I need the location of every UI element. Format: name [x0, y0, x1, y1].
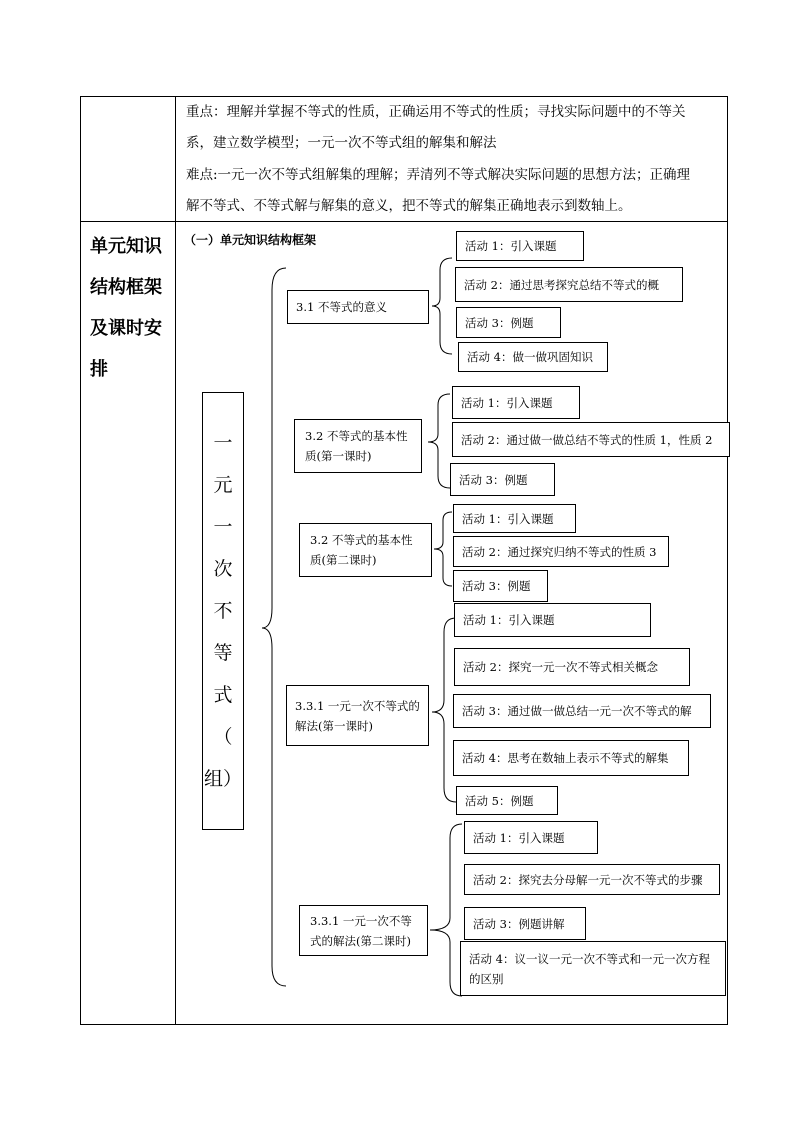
activity-box: 活动 1：引入课题 [452, 386, 580, 419]
activity-box: 活动 1：引入课题 [453, 504, 576, 533]
lesson-box: 3.1 不等式的意义 [287, 290, 429, 324]
activity-box: 活动 1：引入课题 [464, 821, 598, 854]
root-title-char: 式 [213, 684, 233, 706]
lesson-box: 3.3.1 一元一次不等式的解法(第二课时) [299, 905, 428, 956]
activity-box: 活动 2：通过思考探究总结不等式的概 [455, 267, 683, 302]
activity-box: 活动 3：例题 [453, 570, 548, 602]
lesson-brace [428, 394, 450, 488]
root-title-char: 次 [213, 558, 233, 580]
section-title: （一）单元知识结构框架 [184, 233, 317, 247]
root-title-char: 不 [213, 600, 233, 622]
root-title-box [202, 392, 244, 830]
row-heading-line: 及课时安 [90, 318, 162, 339]
lesson-box: 3.2 不等式的基本性质(第二课时) [299, 523, 432, 577]
activity-box: 活动 2：通过做一做总结不等式的性质 1，性质 2 [452, 422, 730, 457]
activity-box: 活动 2：探究一元一次不等式相关概念 [454, 648, 690, 686]
root-title-char: 元 [213, 474, 233, 496]
difficult-points-line-2: 解不等式、不等式解与解集的意义，把不等式的解集正确地表示到数轴上。 [186, 198, 632, 214]
lesson-box: 3.2 不等式的基本性质(第一课时) [294, 419, 422, 473]
activity-box: 活动 2：探究去分母解一元一次不等式的步骤 [464, 864, 720, 895]
main-brace [262, 268, 286, 986]
root-title-char: 一 [213, 432, 233, 454]
activity-box: 活动 1：引入课题 [454, 603, 651, 637]
lesson-brace [430, 824, 462, 996]
root-title-char: 一 [213, 516, 233, 538]
key-points-line-1: 重点：理解并掌握不等式的性质，正确运用不等式的性质；寻找实际问题中的不等关 [186, 104, 686, 120]
activity-box: 活动 4：做一做巩固知识 [458, 342, 608, 372]
activity-box: 活动 2：通过探究归纳不等式的性质 3 [453, 536, 669, 567]
difficult-points-line-1: 难点:一元一次不等式组解集的理解；弄清列不等式解决实际问题的思想方法；正确理 [186, 167, 691, 183]
lesson-brace [432, 258, 452, 354]
row-heading-line: 结构框架 [90, 277, 162, 298]
row-heading-line: 单元知识 [90, 236, 162, 257]
activity-box: 活动 1：引入课题 [456, 231, 584, 261]
activity-box: 活动 4：思考在数轴上表示不等式的解集 [453, 740, 689, 776]
activity-box: 活动 3：例题讲解 [464, 907, 586, 940]
lesson-brace [434, 512, 452, 586]
activity-box: 活动 3：例题 [450, 463, 555, 496]
activity-box: 活动 5：例题 [456, 786, 558, 815]
key-points-line-2: 系，建立数学模型；一元一次不等式组的解集和解法 [186, 135, 497, 151]
activity-box: 活动 3：通过做一做总结一元一次不等式的解 [453, 694, 711, 728]
root-title-char: 组） [203, 768, 242, 790]
activity-box: 活动 3：例题 [456, 307, 561, 338]
activity-box: 活动 4：议一议一元一次不等式和一元一次方程的区别 [460, 941, 726, 996]
row-heading-line: 排 [90, 359, 108, 380]
root-title-char: 等 [213, 642, 233, 664]
root-title-char: （ [213, 726, 233, 748]
lesson-box: 3.3.1 一元一次不等式的解法(第一课时) [286, 685, 429, 746]
